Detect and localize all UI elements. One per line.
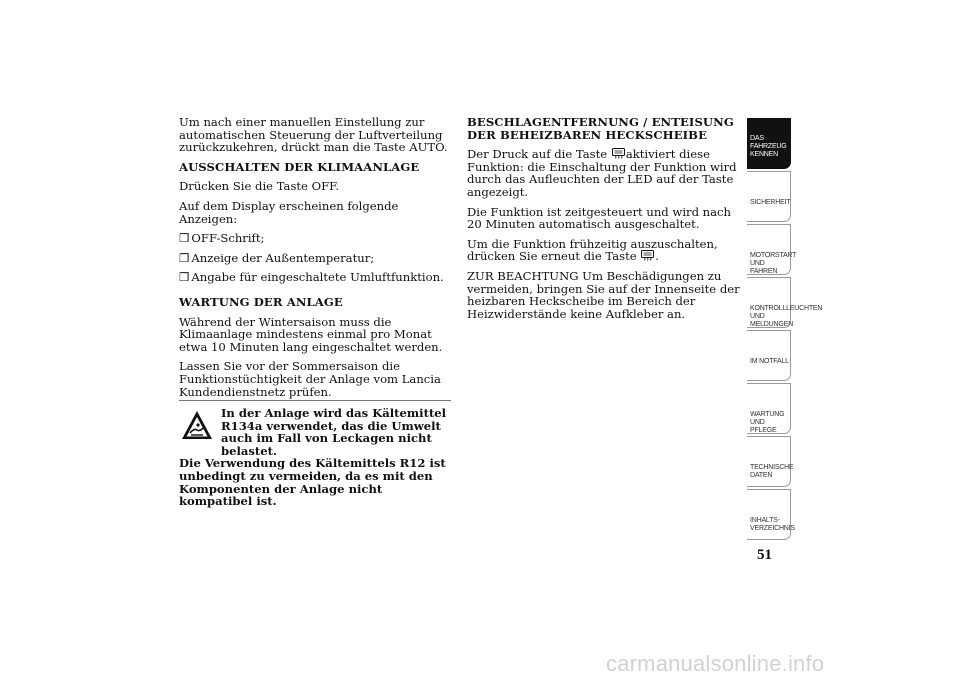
off-paragraph-2: Auf dem Display erscheinen folgende Anzeigen: xyxy=(179,198,399,226)
tab-label: KENNEN xyxy=(750,151,778,158)
tab-kontrollleuchten[interactable] xyxy=(747,277,823,328)
warning-text-b: Die Verwendung des Kältemittels R12 ist unbedingt zu vermeiden, da es mit den Komponenten der Anlage nicht kompatibel ist. xyxy=(179,456,446,509)
bullet-box-icon: ❒ xyxy=(179,231,190,246)
maintenance-heading: WARTUNG DER ANLAGE xyxy=(179,294,343,309)
tab-label: INHALTS- xyxy=(750,517,780,524)
bullet-box-icon: ❒ xyxy=(179,270,190,285)
tab-inhaltsverzeichnis[interactable] xyxy=(747,489,795,540)
text-span: Um die Funktion frühzeitig auszuschalten, drücken Sie erneut die Taste xyxy=(467,236,718,264)
tab-motorstart-und-fahren[interactable] xyxy=(747,224,797,275)
tab-label: TECHNISCHE xyxy=(750,464,794,471)
defrost-paragraph-3 xyxy=(467,238,741,263)
defrost-paragraph-1 xyxy=(467,148,741,198)
watermark: carmanualsonline.info xyxy=(606,651,825,676)
maintenance-paragraph-1: Während der Wintersaison muss die Klimaanlage mindestens einmal pro Monat etwa 10 Minuten lang eingeschaltet werden. xyxy=(179,314,443,354)
defrost-paragraph-4: ZUR BEACHTUNG Um Beschädigungen zu vermeiden, bringen Sie auf der Innenseite der heizbaren Heckscheibe im Bereich der Heizwiderstände keine Aufkleber an. xyxy=(467,268,740,321)
bullet-box-icon: ❒ xyxy=(179,250,190,265)
rear-defrost-icon xyxy=(612,148,625,159)
tab-label: WARTUNG UND xyxy=(750,411,785,426)
page-number: 51 xyxy=(757,547,772,563)
tab-label: IM NOTFALL xyxy=(750,358,789,365)
tab-label: VERZEICHNIS xyxy=(750,525,795,532)
tab-label: MOTORSTART UND xyxy=(750,252,797,267)
tab-label: PFLEGE xyxy=(750,427,777,434)
tab-wartung-und-pflege[interactable] xyxy=(747,383,791,434)
warning-text-a: In der Anlage wird das Kältemittel R134a verwendet, das die Umwelt auch im Fall von Leckagen nicht belastet. xyxy=(221,406,447,458)
text-span: aktiviert diese Funktion: die Einschaltung der Funktion wird durch das Aufleuchten der LED auf der Taste angezeigt. xyxy=(467,147,737,199)
tab-label: UND MELDUNGEN xyxy=(750,313,793,328)
maintenance-paragraph-2: Lassen Sie vor der Sommersaison die Funktionstüchtigkeit der Anlage vom Lancia Kundendienstnetz prüfen. xyxy=(179,359,441,399)
warning-box xyxy=(179,400,451,508)
intro-paragraph: Um nach einer manuellen Einstellung zur automatischen Steuerung der Luftverteilung zurückzukehren, drückt man die Taste AUTO. xyxy=(179,115,448,155)
list-item-text: Anzeige der Außentemperatur; xyxy=(191,250,375,265)
tab-im-notfall[interactable] xyxy=(747,330,791,381)
off-paragraph-1: Drücken Sie die Taste OFF. xyxy=(179,179,340,194)
list-item xyxy=(179,252,451,265)
environment-warning-icon xyxy=(181,409,213,441)
text-span: . xyxy=(655,249,659,264)
off-heading: AUSSCHALTEN DER KLIMAANLAGE xyxy=(179,159,420,174)
text-span: Der Druck auf die Taste xyxy=(467,147,608,162)
tab-label: DATEN xyxy=(750,472,773,479)
tab-sicherheit[interactable] xyxy=(747,171,791,222)
tab-das-fahrzeug-kennen[interactable] xyxy=(747,118,791,169)
list-item-text: OFF-Schrift; xyxy=(191,231,265,246)
tab-label: SICHERHEIT xyxy=(750,199,791,206)
rear-defrost-icon xyxy=(641,250,654,261)
defrost-paragraph-2: Die Funktion ist zeitgesteuert und wird nach 20 Minuten automatisch ausgeschaltet. xyxy=(467,204,732,232)
tab-label: KONTROLLLEUCHTEN xyxy=(750,305,823,312)
right-column xyxy=(467,116,741,327)
tab-label: DAS FAHRZEUG xyxy=(750,135,787,150)
defrost-heading: BESCHLAGENTFERNUNG / ENTEISUNG DER BEHEIZBAREN HECKSCHEIBE xyxy=(467,115,734,142)
list-item xyxy=(179,271,451,284)
list-item xyxy=(179,232,451,245)
chapter-tabs xyxy=(747,118,823,542)
list-item-text: Angabe für eingeschaltete Umluftfunktion. xyxy=(191,270,444,285)
tab-technische-daten[interactable] xyxy=(747,436,794,487)
tab-label: FAHREN xyxy=(750,268,778,275)
left-column xyxy=(179,116,451,405)
